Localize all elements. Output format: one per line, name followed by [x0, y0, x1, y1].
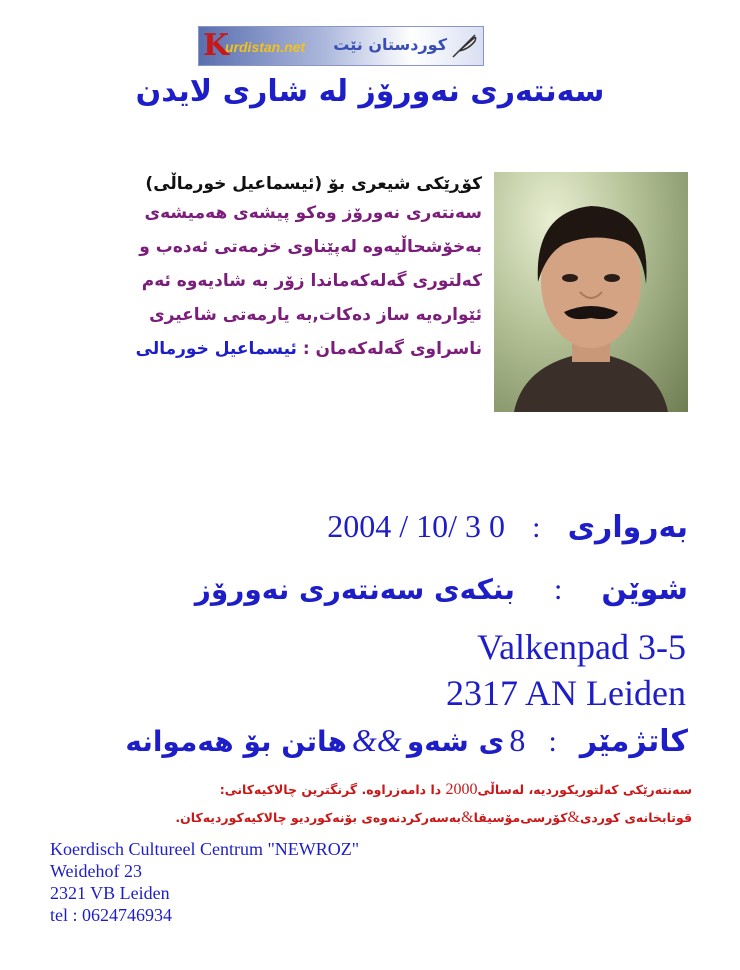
- site-banner: [198, 26, 484, 66]
- place-label: شوێن: [601, 572, 688, 607]
- quill-icon: [449, 31, 479, 61]
- address-line-2: 2317 AN Leiden: [446, 673, 686, 713]
- city-address: 2321 VB Leiden: [50, 883, 170, 903]
- description-line: کەلتوری گەلەکەماندا زۆر بە شادیەوە ئەم: [141, 271, 482, 291]
- address-line-1: Valkenpad 3-5: [477, 627, 686, 667]
- banner-kurdish-text: کوردستان نێت: [333, 35, 447, 54]
- about-text: بەسەرکردنەوەی بۆنەکوردیو چالاکیەکوردیەکان.: [175, 810, 462, 825]
- event-heading: کۆڕێکی شیعری بۆ (ئیسماعیل خورماڵی): [145, 174, 482, 194]
- about-text: کۆرسی‌مۆسیقا: [473, 810, 568, 825]
- place-row: [195, 572, 688, 607]
- about-text: قوتابخانەی کوردی: [579, 810, 692, 825]
- about-text: دا دامەزراوە. گرنگترین چالاکیەکانی:: [219, 782, 442, 797]
- time-ampersands: &&: [352, 722, 402, 758]
- logo-text: urdistan.net: [225, 39, 306, 55]
- poet-photo: [494, 172, 688, 412]
- organization-name: Koerdisch Cultureel Centrum "NEWROZ": [50, 839, 360, 859]
- center-about-line-2: [32, 806, 692, 830]
- telephone: tel : 0624746934: [50, 905, 172, 925]
- date-label: بەرواری: [567, 510, 688, 545]
- ampersand: &: [461, 809, 474, 826]
- street-address: Weidehof 23: [50, 861, 143, 881]
- description-line: سەنتەری نەورۆز وەکو پیشەی هەمیشەی: [144, 203, 482, 223]
- about-text: سەنتەرێکی کەلتوریکوردیە، لەساڵی: [477, 782, 692, 797]
- event-description: [42, 174, 482, 366]
- time-suffix: ی شەو: [406, 725, 505, 758]
- place-value: بنکەی سەنتەری نەورۆز: [194, 573, 515, 606]
- page-title: سەنتەری نەورۆز لە شاری لایدن: [135, 74, 605, 109]
- description-last-line: [42, 332, 482, 366]
- contact-footer: [50, 838, 359, 926]
- portrait-illustration: [494, 172, 688, 412]
- center-about-line-1: [32, 778, 692, 802]
- poet-name: ئیسماعیل خورمالی: [135, 339, 297, 359]
- time-label: کاتژمێر: [579, 724, 688, 759]
- time-separator: :: [548, 725, 557, 758]
- date-value: 2004 / 10/ 3 0: [327, 508, 506, 544]
- place-separator: :: [553, 573, 563, 606]
- ampersand: &: [567, 809, 580, 826]
- date-separator: :: [532, 511, 541, 544]
- description-prefix: ناسراوی گەلەکەمان :: [302, 339, 482, 359]
- description-line: ئێوارەیە ساز دەکات,بە یارمەتی شاعیری: [149, 305, 482, 325]
- founding-year: 2000: [445, 781, 478, 798]
- time-hour: 8: [509, 722, 526, 758]
- welcome-text: هاتن بۆ هەموانە: [125, 725, 347, 758]
- time-row: [125, 722, 688, 759]
- date-row: [327, 508, 688, 545]
- description-line: بەخۆشحاڵیەوە لەپێناوی خزمەتی ئەدەب و: [139, 237, 482, 257]
- logo-letter: K: [203, 28, 230, 63]
